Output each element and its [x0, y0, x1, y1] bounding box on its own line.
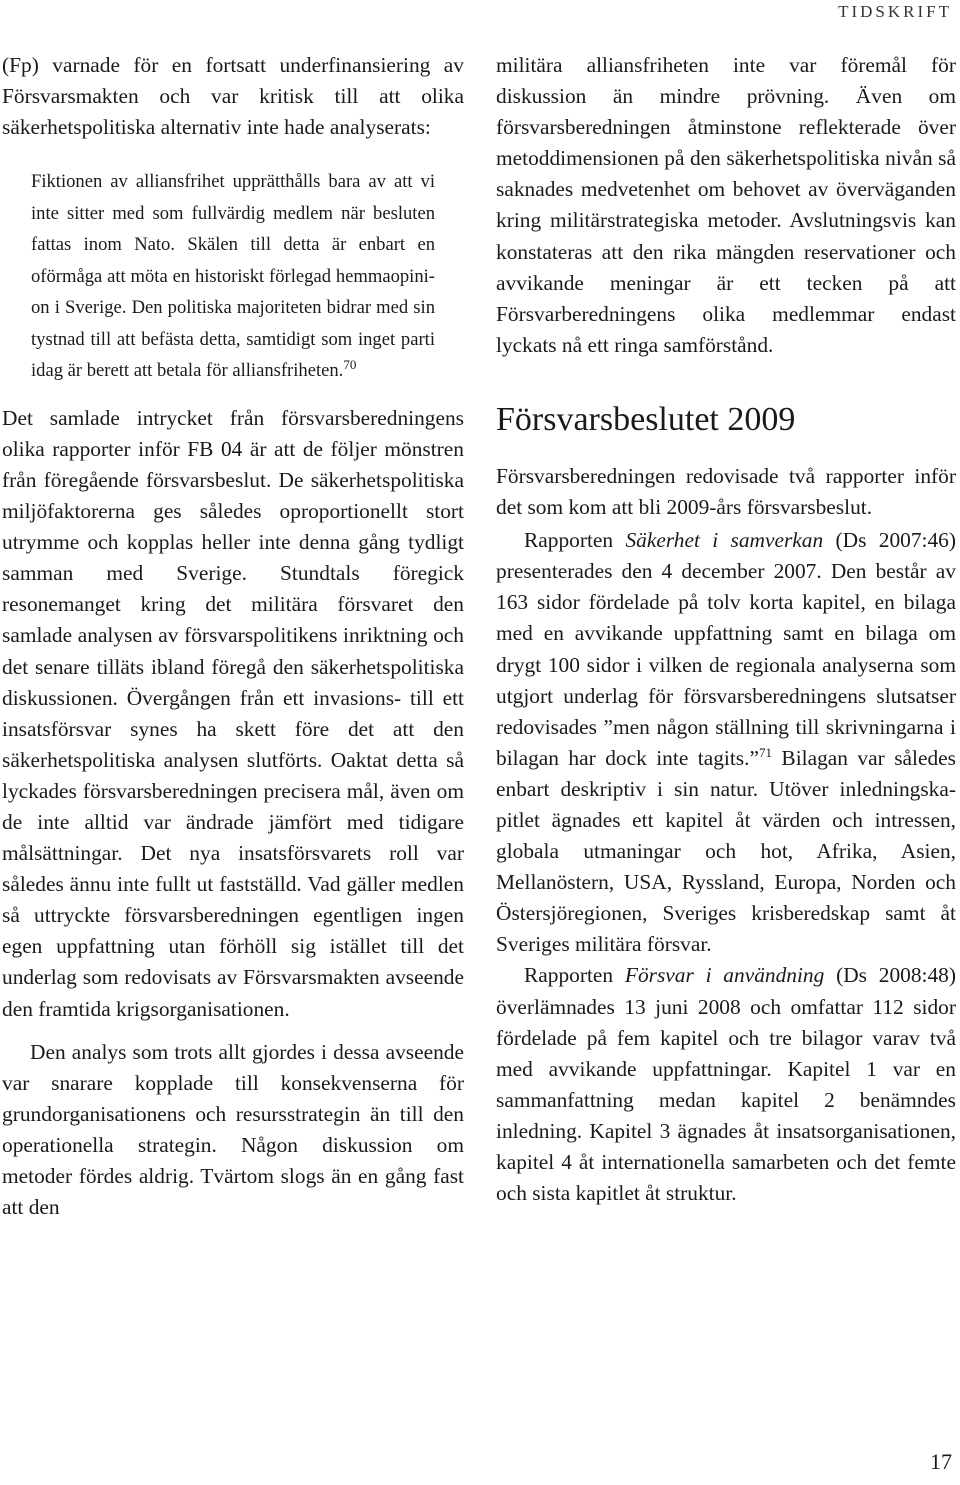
block-quote [31, 166, 435, 387]
report-title: Försvar i användning [624, 963, 825, 988]
paragraph [496, 960, 956, 1209]
page-number: 17 [930, 1449, 952, 1474]
paragraph [496, 525, 956, 960]
paragraph: militära alliansfriheten inte var föremål för diskussion än mindre prövning. Även om försvarsberedningen åtminstone reflekterade över metoddimensionen på den säkerhetspolitiska nivån så saknades medvetenhet om behovet av överväganden kring militärstrategiska metoder. Avslutningsvis kan konstateras att den rika mängden reservationer och avvikande meningar är ett tecken på att Försvarberedningens olika medlemmar endast lyckats nå ett ringa samförstånd. [496, 53, 956, 357]
text-run: (Ds 2007:46) presenterades den 4 december 2007. Den består av 163 sidor fördelade på tolv korta kapitel, en bilaga med en avvikande uppfattning samt en bilaga om drygt 100 sidor i vilken de regionala analyserna som utgjort underlag för försvarsberedningens slutsatser redovisades ”men någon ställning till skrivningarna i bilagan har dock inte tagits.” [496, 528, 956, 770]
right-column [496, 50, 956, 1209]
text-run: Rapporten [524, 963, 625, 988]
footnote-ref[interactable]: 71 [758, 744, 772, 760]
text-run: Rapporten [524, 528, 626, 553]
running-head: TIDSKRIFT [838, 2, 952, 21]
quote-text: Fiktionen av alliansfrihet upprätthålls bara av att vi inte sitter med som fullvärdig medlem när besluten fattas inom Nato. Skälen till detta är enbart en oförmåga att möta en historiskt förlegad hemmaopinion i Sverige. Den politiska majoriteten bidrar med sin tystnad till att befästa detta, samtidigt som inget parti idag är berett att betala för alliansfriheten. [31, 171, 435, 382]
footnote-ref[interactable]: 70 [343, 357, 357, 373]
paragraph: (Fp) varnade för en fortsatt underfinansiering av Försvarsmakten och var kritisk till att olika säkerhetspolitiska alternativ inte hade analyserats: [2, 53, 464, 140]
report-title: Säkerhet i samverkan [625, 528, 824, 553]
paragraph: Försvarsberedningen redovisade två rapporter inför det som kom att bli 2009-års försvarsbeslut. [496, 463, 956, 520]
text-run: (Ds 2008:48) överlämnades 13 juni 2008 och omfattar 112 sidor fördelade på fem kapitel och tre bilagor varav två med avvikande uppfattningar. Kapitel 1 var en sammanfattning medan kapitel 2 benämndes inledning. Kapitel 3 ägnades åt insatsorganisationen, kapitel 4 åt internationella samarbeten och det femte och sista kapitlet åt struktur. [496, 963, 956, 1206]
paragraph: Det samlade intrycket från försvarsberedningens olika rapporter inför FB 04 är att de följer mönstren från föregående försvarsbeslut. De säkerhetspolitiska miljöfaktorerna ges således oproportionellt stort utrymme och kopplas heller inte denna gång tydligt samman med Sverige. Stundtals föregick resonemanget kring det militära försvaret den samlade analysen av försvarspolitikens inriktning och det senare tilläts ibland föregå den säkerhetspolitiska diskussionen. Övergången från ett invasions- till ett insatsförsvar synes ha skett före det att den säkerhetspolitiska analysen slutförts. Oaktat detta så lyckades försvarsberedningen precisera mål, även om de inte alltid var ändrade jämfört med tidigare målsättningar. Det nya insatsförsvarets roll var således ännu inte fullt ut fastställd. Vad gäller medlen så uttryckte försvarsberedningen egentligen ingen egen uppfattning utan förhöll sig istället till det underlag som redovisats av Försvarsmakten avseende den framtida krigsorganisationen. [2, 405, 464, 1021]
text-run: Bilagan var således enbart deskriptiv i sin natur. Utöver inledningskapitlet ägnades ett kapitel åt värden och intressen, globala utmaningar och hot, Afrika, Asien, Mellanöstern, USA, Ryssland, Europa, Norden och Östersjöregionen, Sveriges krisberedskap samt åt Sveriges militära försvar. [496, 745, 956, 957]
section-heading: Försvarsbeslutet 2009 [496, 400, 796, 438]
paragraph: Den analys som trots allt gjordes i dessa avseende var snarare kopplade till konsekvenserna för grundorganisationens och resursstrategin än till den operationella strategin. Någon diskussion om metoder fördes aldrig. Tvärtom slogs än en gång fast att den [2, 1039, 464, 1220]
left-column [2, 50, 464, 1223]
